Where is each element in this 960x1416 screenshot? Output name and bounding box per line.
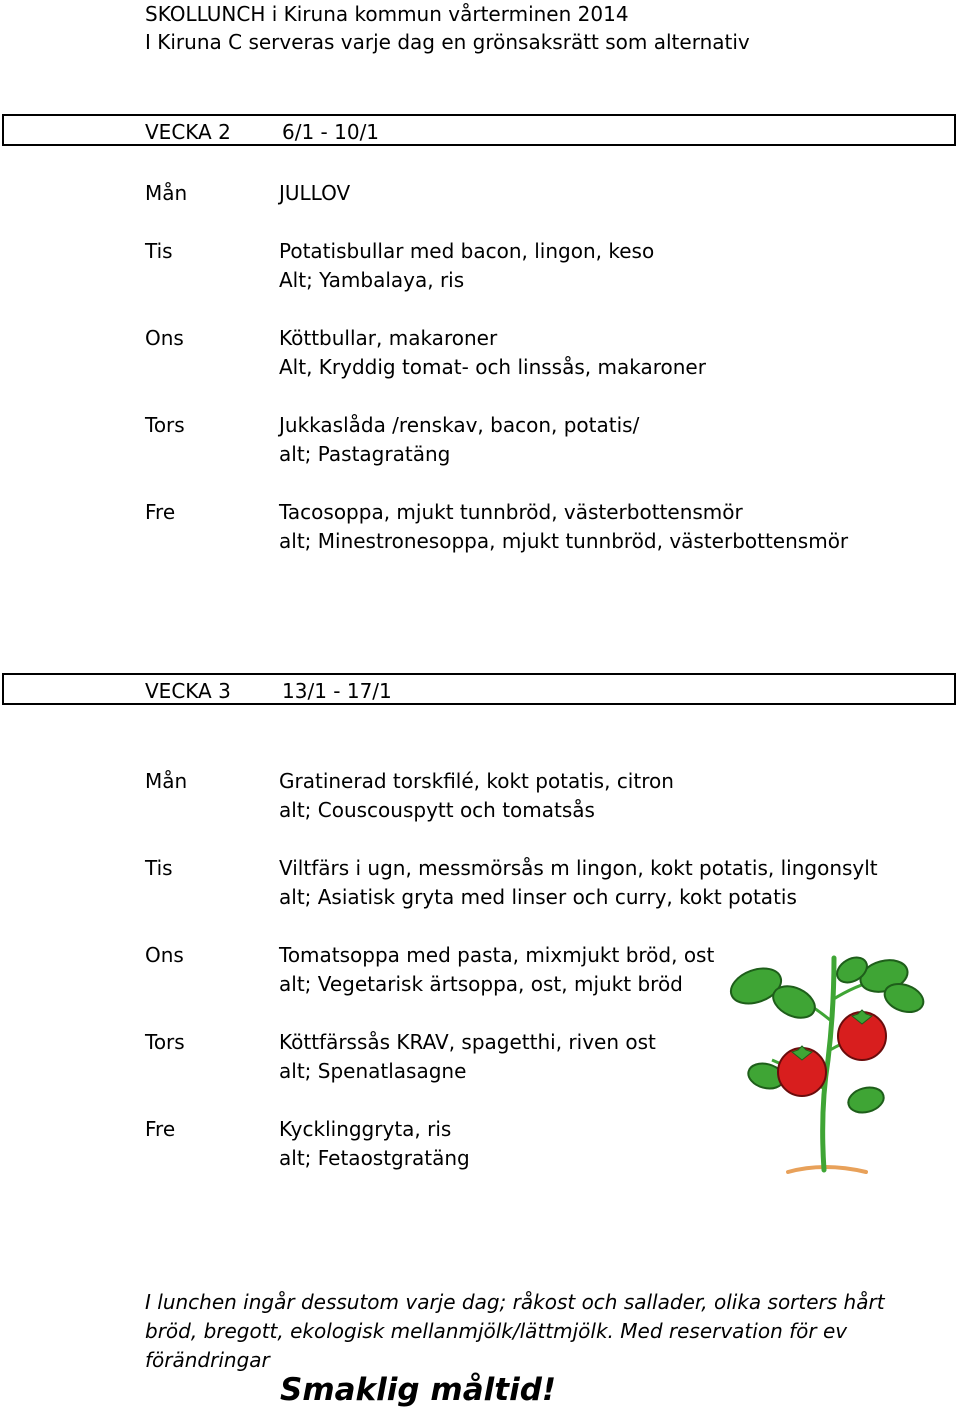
meal-alt: alt; Pastagratäng [279, 442, 451, 466]
meal-main: Tacosoppa, mjukt tunnbröd, västerbottensmör [279, 500, 743, 524]
meal-main: Jukkaslåda /renskav, bacon, potatis/ [279, 413, 640, 437]
week-header-vecka-3 [2, 673, 956, 705]
meal-main: Viltfärs i ugn, messmörsås m lingon, kokt potatis, lingonsylt [279, 856, 878, 880]
meal-entry [279, 498, 848, 556]
meal-main: Kycklinggryta, ris [279, 1117, 452, 1141]
meal-main: JULLOV [279, 181, 351, 205]
meal-entry [279, 1115, 470, 1173]
meal-entry [279, 237, 654, 295]
meal-entry [279, 854, 878, 912]
day-label: Ons [145, 943, 184, 967]
day-label: Tors [145, 1030, 185, 1054]
page-title: SKOLLUNCH i Kiruna kommun vårterminen 2014 [145, 2, 629, 26]
meal-alt: alt; Vegetarisk ärtsoppa, ost, mjukt bröd [279, 972, 683, 996]
meal-alt: Alt; Yambalaya, ris [279, 268, 465, 292]
meal-entry [279, 324, 706, 382]
meal-alt: alt; Couscouspytt och tomatsås [279, 798, 595, 822]
meal-main: Gratinerad torskfilé, kokt potatis, citron [279, 769, 674, 793]
meal-alt: alt; Fetaostgratäng [279, 1146, 470, 1170]
week-label: VECKA 3 [145, 679, 231, 703]
meal-entry [279, 179, 350, 208]
meal-main: Potatisbullar med bacon, lingon, keso [279, 239, 655, 263]
meal-alt: Alt, Kryddig tomat- och linssås, makaroner [279, 355, 706, 379]
meal-main: Tomatsoppa med pasta, mixmjukt bröd, ost [279, 943, 715, 967]
meal-main: Köttbullar, makaroner [279, 326, 498, 350]
week-dates: 6/1 - 10/1 [282, 120, 380, 144]
day-label: Tors [145, 413, 185, 437]
meal-alt: alt; Spenatlasagne [279, 1059, 467, 1083]
meal-entry [279, 411, 639, 469]
tomato-plant-icon [716, 940, 930, 1190]
week-header-vecka-2 [2, 114, 956, 146]
day-label: Tis [145, 856, 173, 880]
meal-alt: alt; Minestronesoppa, mjukt tunnbröd, västerbottensmör [279, 529, 849, 553]
meal-alt: alt; Asiatisk gryta med linser och curry, kokt potatis [279, 885, 797, 909]
meal-entry [279, 767, 674, 825]
footer-note: I lunchen ingår dessutom varje dag; råkost och sallader, olika sorters hårt bröd, bregott, ekologisk mellanmjölk/lättmjölk. Med reservation för ev förändringar [145, 1290, 885, 1372]
day-label: Fre [145, 1117, 176, 1141]
meal-entry [279, 1028, 656, 1086]
page-subtitle: I Kiruna C serveras varje dag en grönsaksrätt som alternativ [145, 30, 750, 54]
meal-entry [279, 941, 714, 999]
day-label: Mån [145, 769, 188, 793]
week-label: VECKA 2 [145, 120, 231, 144]
day-label: Tis [145, 239, 173, 263]
closing-text: Smaklig måltid! [280, 1372, 557, 1408]
day-label: Fre [145, 500, 176, 524]
day-label: Ons [145, 326, 184, 350]
meal-main: Köttfärssås KRAV, spagetthi, riven ost [279, 1030, 656, 1054]
week-dates: 13/1 - 17/1 [282, 679, 392, 703]
day-label: Mån [145, 181, 188, 205]
